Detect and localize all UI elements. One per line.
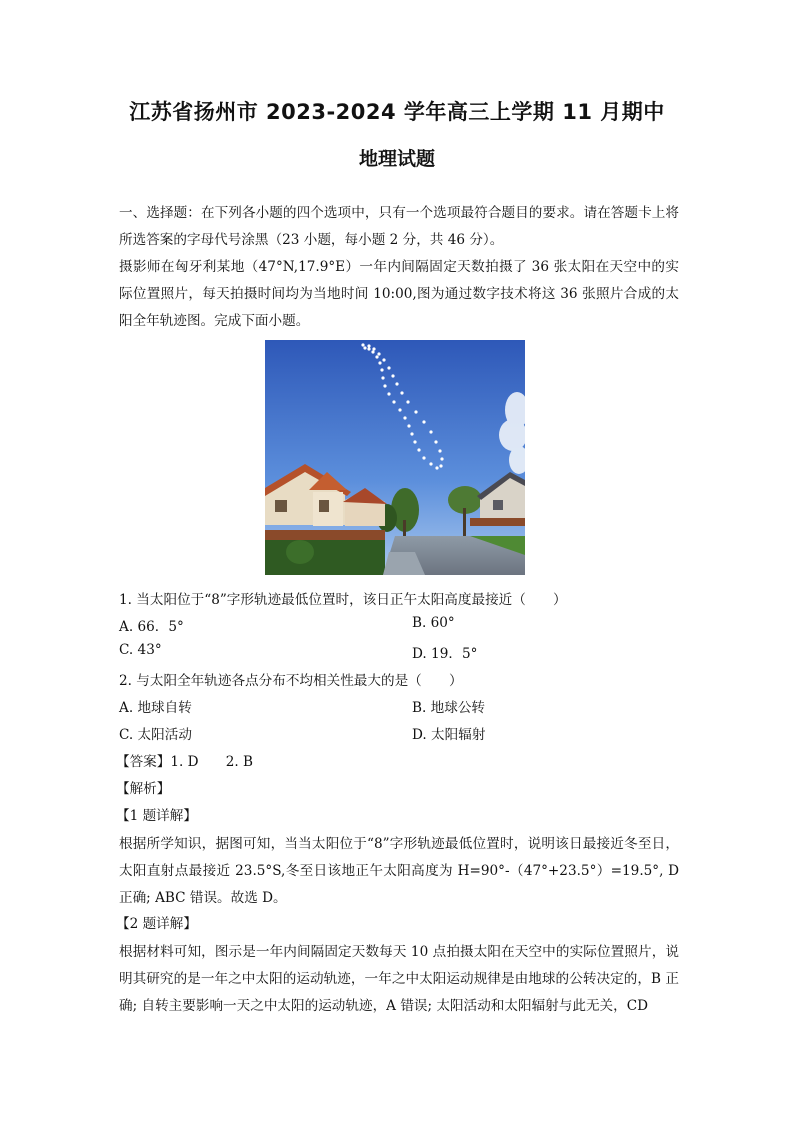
question-1-stem: 1. 当太阳位于“8”字形轨迹最低位置时，该日正午太阳高度最接近（ ） [119, 592, 567, 608]
question-1-option-a: A. 66．5° [119, 619, 184, 635]
question-2-option-c: C. 太阳活动 [119, 727, 192, 743]
question-2-option-d: D. 太阳辐射 [412, 727, 486, 743]
question-material: 摄影师在匈牙利某地（47°N,17.9°E）一年内间隔固定天数拍摄了 36 张太阳在天空中的实际位置照片，每天拍摄时间均为当地时间 10:00,图为通过数字技术将这 36 张照片合成的太阳全年轨迹图。完成下面小题。 [119, 259, 679, 329]
question-1-option-b: B. 60° [412, 615, 455, 631]
question-2-option-b: B. 地球公转 [412, 700, 486, 716]
question-1-option-d: D. 19．5° [412, 646, 478, 662]
document-title: 江苏省扬州市 2023-2024 学年高三上学期 11 月期中 [129, 100, 665, 124]
q2-analysis-text: 根据材料可知，图示是一年内间隔固定天数每天 10 点拍摄太阳在天空中的实际位置照片，说明其研究的是一年之中太阳的运动轨迹，一年之中太阳运动规律是由地球的公转决定的，B 正确; 自转主要影响一天之中太阳的运动轨迹，A 错误; 太阳活动和太阳辐射与此无关，CD [119, 944, 679, 1014]
answer-line: 【答案】1. D 2. B [116, 754, 254, 770]
question-1-option-c: C. 43° [119, 642, 162, 658]
question-2-option-a: A. 地球自转 [119, 700, 192, 716]
q2-analysis-label: 【2 题详解】 [116, 916, 197, 932]
section-instruction: 一、选择题：在下列各小题的四个选项中，只有一个选项最符合题目的要求。请在答题卡上将所选答案的字母代号涂黑（23 小题，每小题 2 分，共 46 分）。 [119, 205, 679, 248]
analemma-photo [265, 340, 525, 575]
question-2-stem: 2. 与太阳全年轨迹各点分布不均相关性最大的是（ ） [119, 673, 463, 689]
q1-analysis-label: 【1 题详解】 [116, 808, 197, 824]
analysis-label: 【解析】 [116, 781, 171, 797]
q1-analysis-text: 根据所学知识，据图可知，当当太阳位于“8”字形轨迹最低位置时，说明该日最接近冬至日，太阳直射点最接近 23.5°S,冬至日该地正午太阳高度为 H=90°-（47°+23.5°）=19.5°, D 正确; ABC 错误。故选 D。 [119, 836, 679, 906]
document-subtitle: 地理试题 [358, 148, 435, 170]
